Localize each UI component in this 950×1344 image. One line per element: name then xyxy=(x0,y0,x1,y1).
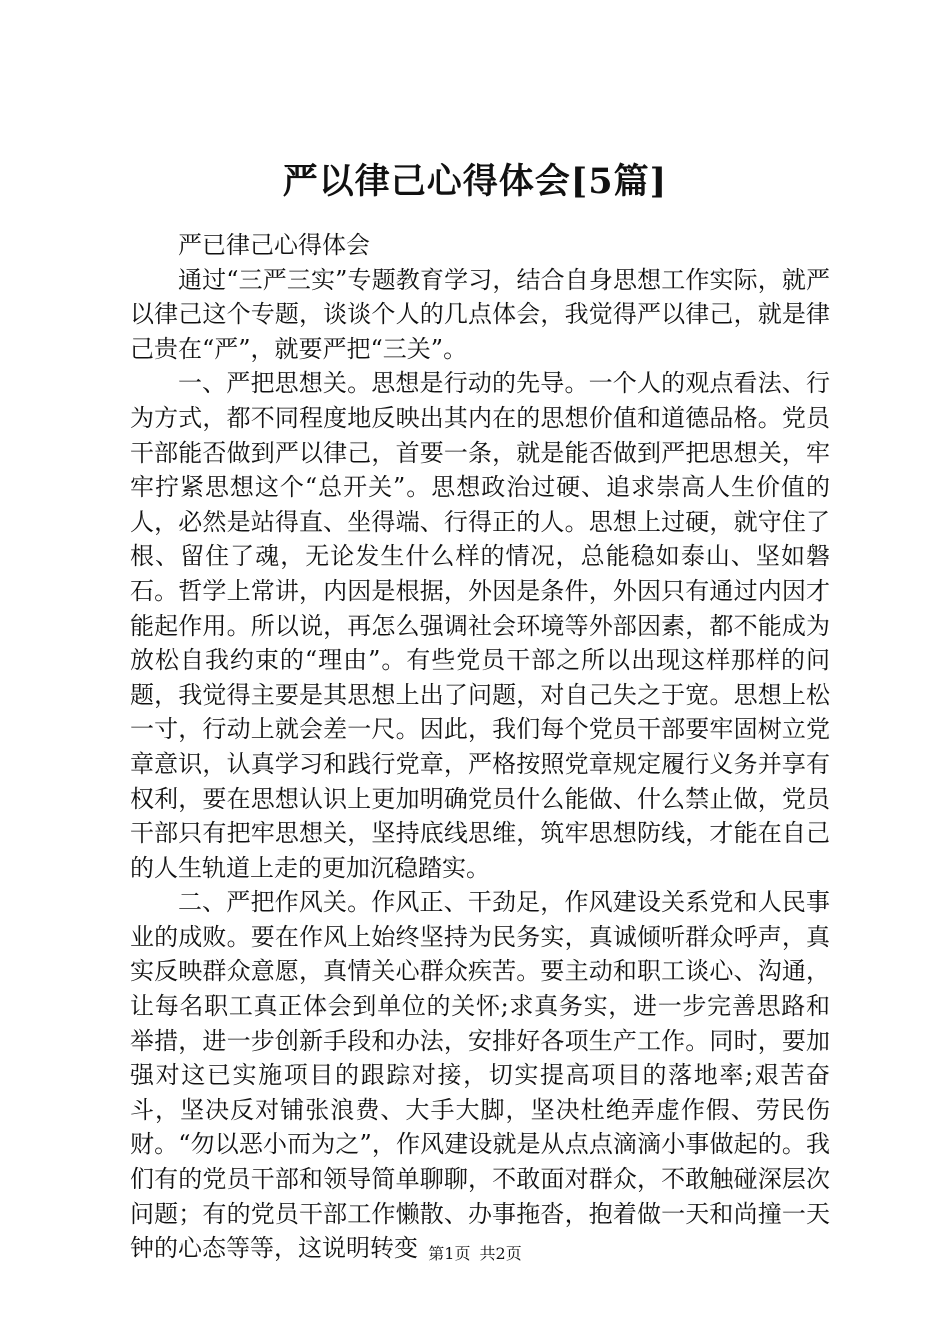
page-footer xyxy=(0,1243,950,1265)
paragraph-style: 二、严把作风关。作风正、干劲足，作风建设关系党和人民事业的成败。要在作风上始终坚持为民务实，真诚倾听群众呼声，真实反映群众意愿，真情关心群众疾苦。要主动和职工谈心、沟通，让每名职工真正体会到单位的关怀;求真务实，进一步完善思路和举措，进一步创新手段和办法，安排好各项生产工作。同时，要加强对这已实施项目的跟踪对接，切实提高项目的落地率;艰苦奋斗，坚决反对铺张浪费、大手大脚，坚决杜绝弄虚作假、劳民伤财。“勿以恶小而为之”，作风建设就是从点点滴滴小事做起的。我们有的党员干部和领导简单聊聊，不敢面对群众，不敢触碰深层次问题；有的党员干部工作懒散、办事拖沓，抱着做一天和尚撞一天钟的心态等等，这说明转变 xyxy=(130,888,830,1263)
document-title: 严以律己心得体会[5篇] xyxy=(282,161,668,202)
document-body xyxy=(130,228,830,1266)
paragraph-intro: 通过“三严三实”专题教育学习，结合自身思想工作实际，就严以律己这个专题，谈谈个人的几点体会，我觉得严以律己，就是律己贵在“严”，就要严把“三关”。 xyxy=(130,265,830,363)
page-number-current: 第1页 xyxy=(428,1244,471,1263)
paragraph-thought: 一、严把思想关。思想是行动的先导。一个人的观点看法、行为方式，都不同程度地反映出其内在的思想价值和道德品格。党员干部能否做到严以律己，首要一条，就是能否做到严把思想关，牢牢拧紧思想这个“总开关”。思想政治过硬、追求崇高人生价值的人，必然是站得直、坐得端、行得正的人。思想上过硬，就守住了根、留住了魂，无论发生什么样的情况，总能稳如泰山、坚如磐石。哲学上常讲，内因是根据，外因是条件，外因只有通过内因才能起作用。所以说，再怎么强调社会环境等外部因素，都不能成为放松自我约束的“理由”。有些党员干部之所以出现这样那样的问题，我觉得主要是其思想上出了问题，对自己失之于宽。思想上松一寸，行动上就会差一尺。因此，我们每个党员干部要牢固树立党章意识，认真学习和践行党章，严格按照党章规定履行义务并享有权利，要在思想认识上更加明确党员什么能做、什么禁止做，党员干部只有把牢思想关，坚持底线思维，筑牢思想防线，才能在自己的人生轨道上走的更加沉稳踏实。 xyxy=(130,369,830,882)
page-number-total: 共2页 xyxy=(479,1244,522,1263)
section-heading: 严已律己心得体会 xyxy=(178,231,370,259)
